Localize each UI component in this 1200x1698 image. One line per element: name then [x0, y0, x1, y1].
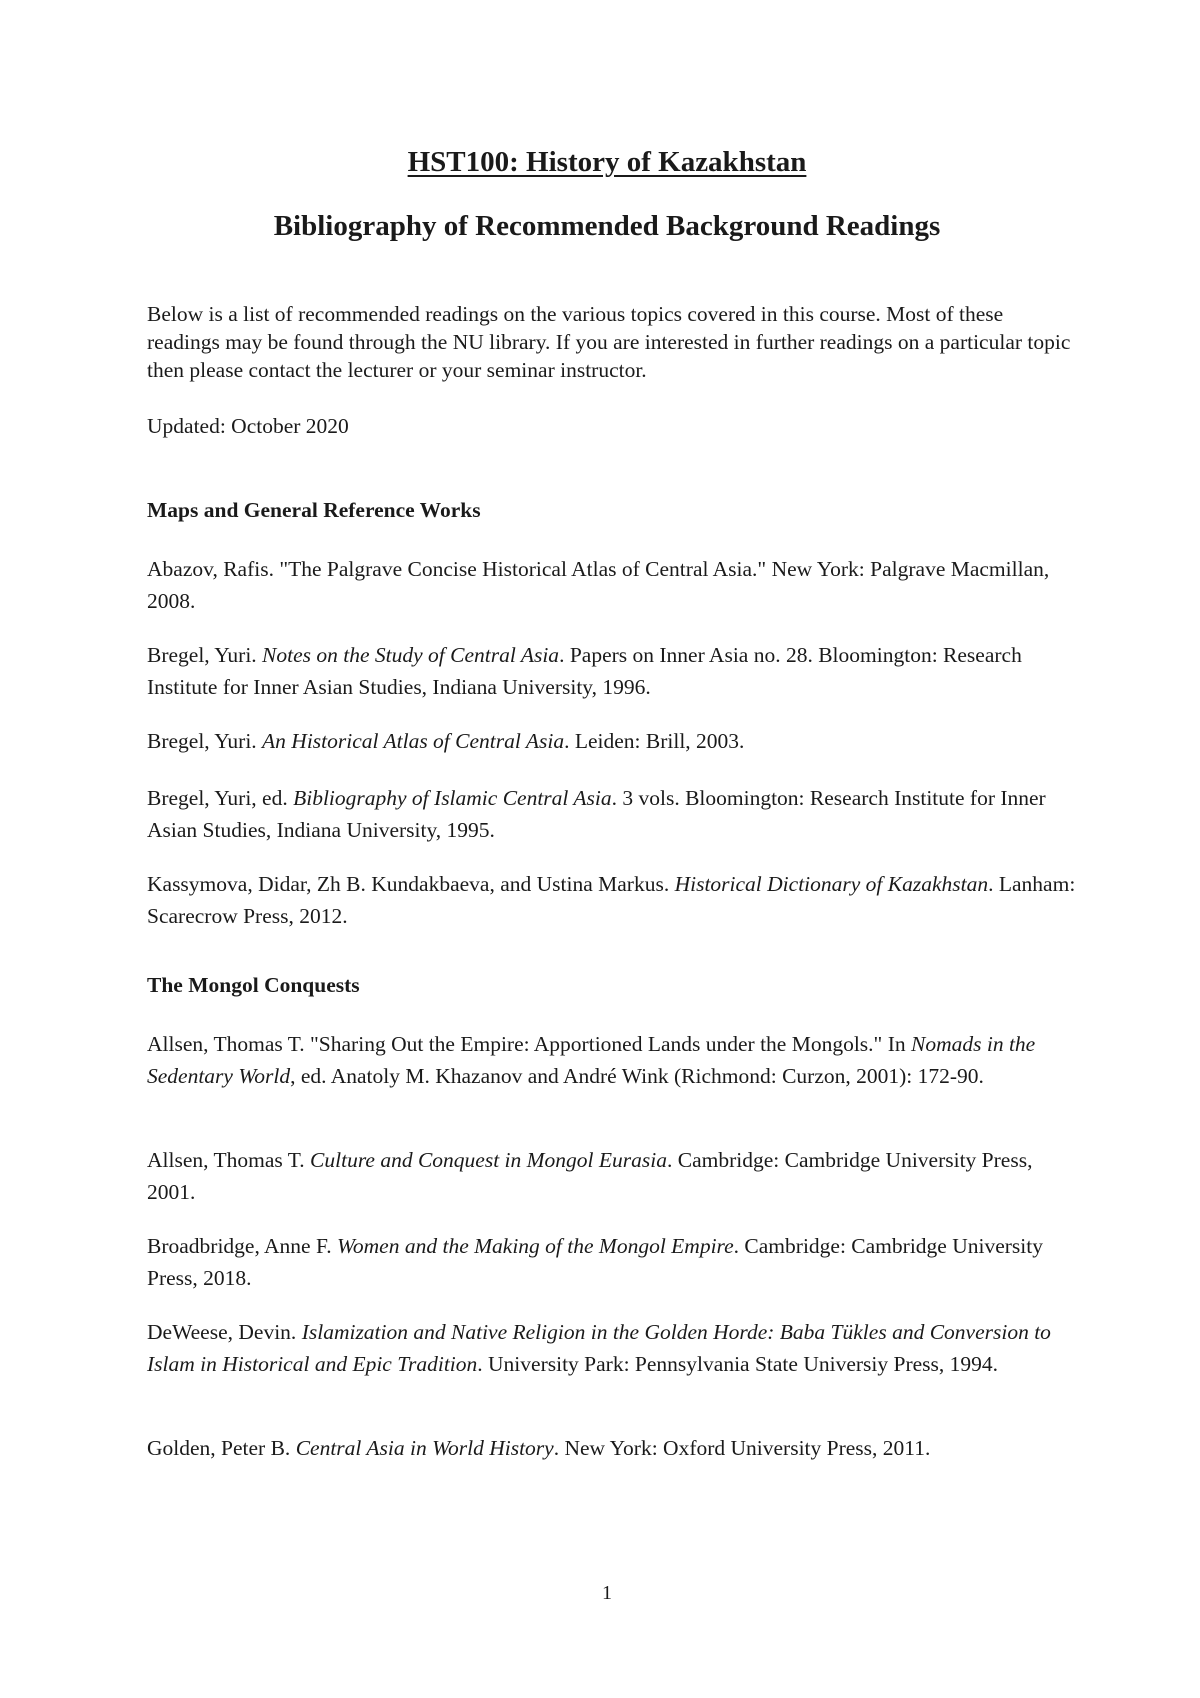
- bibliography-entry: Abazov, Rafis. "The Palgrave Concise Historical Atlas of Central Asia." New York: Palgrave Macmillan, 2008.: [147, 557, 1050, 613]
- bibliography-entry: Kassymova, Didar, Zh B. Kundakbaeva, and Ustina Markus. Historical Dictionary of Kazakhstan. Lanham: Scarecrow Press, 2012.: [147, 872, 1076, 928]
- bibliography-entry: Broadbridge, Anne F. Women and the Making of the Mongol Empire. Cambridge: Cambridge University Press, 2018.: [147, 1234, 1043, 1290]
- bibliography-entry: Bregel, Yuri. Notes on the Study of Central Asia. Papers on Inner Asia no. 28. Bloomington: Research Institute for Inner Asian Studies, Indiana University, 1996.: [147, 643, 1022, 699]
- section-heading-maps: Maps and General Reference Works: [147, 498, 481, 522]
- document-subtitle: Bibliography of Recommended Background Readings: [273, 210, 941, 242]
- bibliography-entry: Bregel, Yuri. An Historical Atlas of Central Asia. Leiden: Brill, 2003.: [147, 729, 745, 753]
- bibliography-entry: Allsen, Thomas T. "Sharing Out the Empire: Apportioned Lands under the Mongols." In Nomads in the Sedentary World, ed. Anatoly M. Khazanov and André Wink (Richmond: Curzon, 2001): 172-90.: [147, 1032, 1036, 1088]
- bibliography-entry: Golden, Peter B. Central Asia in World History. New York: Oxford University Press, 2011.: [147, 1436, 931, 1460]
- intro-paragraph: Below is a list of recommended readings on the various topics covered in this course. Most of these readings may be found through the NU library. If you are interested in further readings on a particular topic then please contact the lecturer or your seminar instructor.: [147, 302, 1071, 382]
- updated-date: Updated: October 2020: [147, 414, 349, 438]
- page-number: 1: [602, 1582, 612, 1604]
- document-title: HST100: History of Kazakhstan: [407, 146, 807, 178]
- bibliography-entry: Bregel, Yuri, ed. Bibliography of Islamic Central Asia. 3 vols. Bloomington: Research Institute for Inner Asian Studies, Indiana University, 1995.: [147, 786, 1046, 842]
- bibliography-entry: Allsen, Thomas T. Culture and Conquest in Mongol Eurasia. Cambridge: Cambridge University Press, 2001.: [147, 1148, 1033, 1204]
- bibliography-entry: DeWeese, Devin. Islamization and Native Religion in the Golden Horde: Baba Tükles and Conversion to Islam in Historical and Epic Tradition. University Park: Pennsylvania State Universiy Press, 1994.: [147, 1320, 1051, 1376]
- section-heading-mongol-conquests: The Mongol Conquests: [147, 973, 360, 997]
